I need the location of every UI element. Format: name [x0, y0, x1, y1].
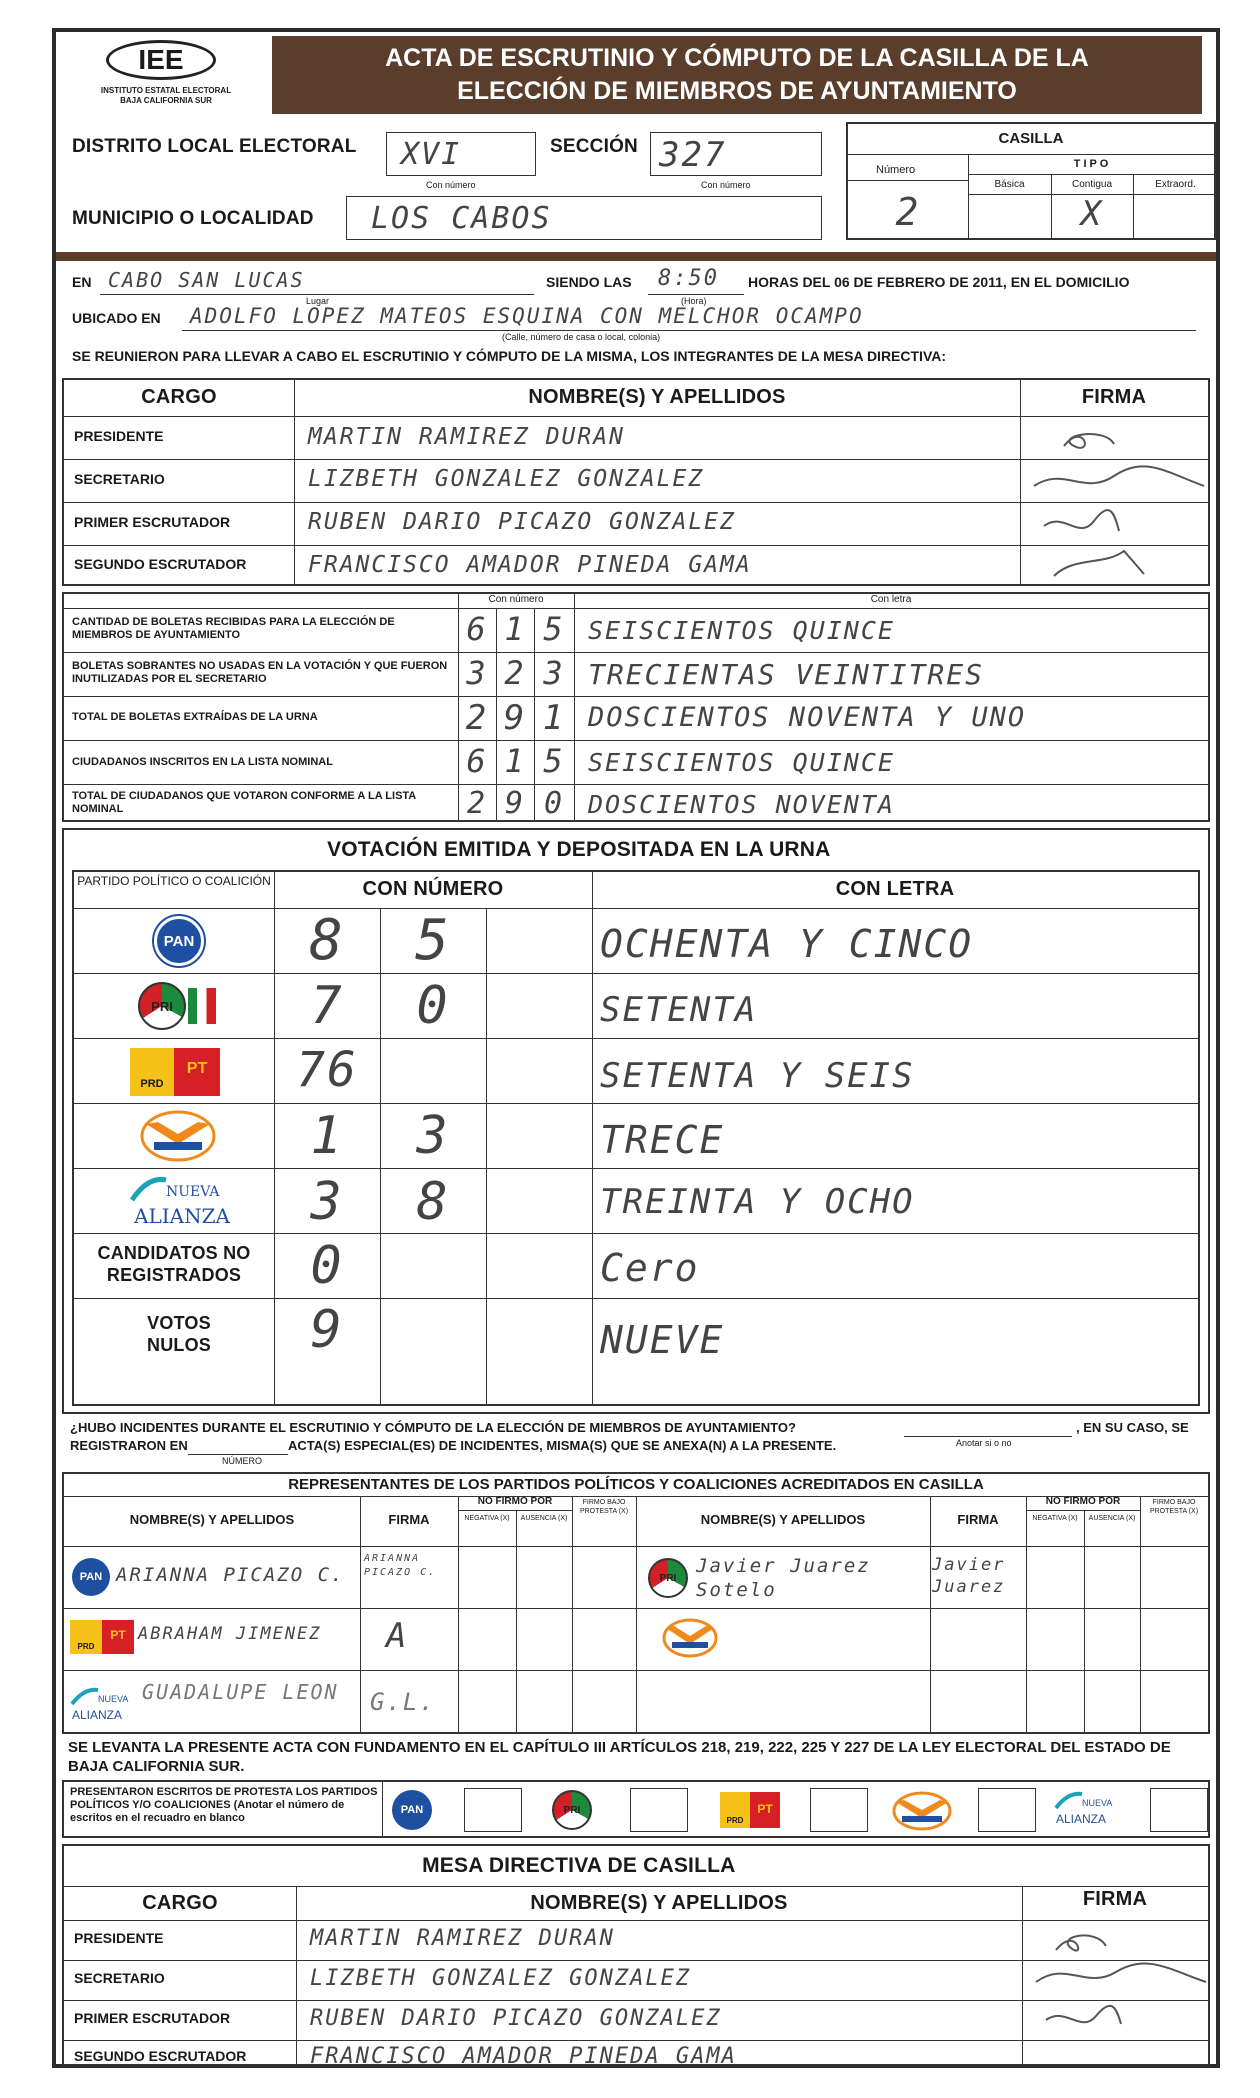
representantes-table: [62, 1472, 1210, 1734]
protesta-count-pri[interactable]: [630, 1788, 688, 1832]
logo-label: PT: [750, 1792, 780, 1828]
fundamento-text: SE LEVANTA LA PRESENTE ACTA CON FUNDAMENTO EN EL CAPÍTULO III ARTÍCULOS 218, 219, 222, 225 Y 227 DE LA LEY ELECTORAL DEL ESTADO DE BAJA CALIFORNIA SUR.: [68, 1739, 1171, 1775]
convergencia-logo: [892, 1790, 952, 1832]
signature-scribbles: [1024, 416, 1214, 588]
digit-cell: 3: [416, 1106, 450, 1166]
letra-cell: SEISCIENTOS QUINCE: [588, 616, 895, 645]
pri-logo: [552, 1790, 592, 1830]
numero-caption: NÚMERO: [222, 1456, 262, 1466]
incidentes-text: REGISTRARON EN: [70, 1438, 188, 1453]
con-numero-header: CON NÚMERO: [362, 878, 504, 900]
pan-logo: [154, 916, 204, 966]
siendo-label: SIENDO LAS: [546, 274, 632, 290]
logo-label: PAN: [163, 932, 195, 950]
mesa-directiva-table: [62, 378, 1210, 586]
reunieron-text: SE REUNIERON PARA LLEVAR A CABO EL ESCRUTINIO Y CÓMPUTO DE LA MISMA, LOS INTEGRANTES DE LA MESA DIRECTIVA:: [72, 348, 947, 364]
digit-cell: 1: [542, 698, 566, 738]
digit-cell: 3: [543, 654, 565, 692]
cargo-cell: PRIMER ESCRUTADOR: [74, 514, 231, 530]
no-firmo-header: NO FIRMO POR: [1045, 1496, 1121, 1507]
contigua-label: Contigua: [1071, 179, 1113, 190]
seccion-field[interactable]: [650, 132, 822, 176]
district-block: [56, 118, 846, 248]
seccion-label: SECCIÓN: [550, 136, 638, 157]
ausencia-header: AUSENCIA (X): [1088, 1515, 1136, 1522]
numero-label: Número: [876, 164, 916, 176]
municipio-label: MUNICIPIO O LOCALIDAD: [72, 208, 314, 229]
incidentes-question: ¿HUBO INCIDENTES DURANTE EL ESCRUTINIO Y CÓMPUTO DE LA ELECCIÓN DE MIEMBROS DE AYUNTAMIENTO?: [70, 1420, 796, 1435]
digit-cell: 0: [543, 786, 565, 821]
tipo-label: T I P O: [1073, 158, 1109, 170]
logo-label: PAN: [400, 1804, 424, 1816]
nombre-cell: MARTIN RAMIREZ DURAN: [308, 424, 625, 450]
lugar-caption: Lugar: [306, 296, 330, 306]
letra-cell: NUEVE: [600, 1318, 725, 1362]
casilla-block: [846, 122, 1216, 240]
digit-cell: 8: [416, 1172, 450, 1232]
firma-header: FIRMA: [1081, 386, 1147, 408]
cargo-cell: SECRETARIO: [74, 471, 165, 487]
boletas-label: TOTAL DE CIUDADANOS QUE VOTARON CONFORME A LA LISTA NOMINAL: [72, 790, 416, 815]
extraord-label: Extraord.: [1155, 179, 1196, 190]
logo-label: PRD: [70, 1620, 102, 1654]
negativa-header: NEGATIVA (X): [1032, 1515, 1078, 1522]
negativa-header: NEGATIVA (X): [464, 1515, 510, 1522]
nombre-cell: RUBEN DARIO PICAZO GONZALEZ: [308, 509, 736, 535]
cargo-cell: SEGUNDO ESCRUTADOR: [74, 2048, 247, 2064]
nueva-alianza-logo: [1054, 1790, 1134, 1830]
rep-firma: Javier Juarez: [932, 1555, 1006, 1597]
cargo-header: CARGO: [141, 386, 217, 408]
con-numero-caption: Con número: [701, 180, 751, 190]
convergencia-logo: [662, 1616, 718, 1660]
prd-pt-logo: [720, 1792, 780, 1828]
logo-label: PRD: [720, 1792, 750, 1828]
con-letra-header: CON LETRA: [835, 878, 955, 900]
digit-cell: 6: [466, 742, 488, 780]
logo-label: ALIANZA: [1056, 1812, 1107, 1826]
acta-document: [52, 28, 1220, 2068]
rep-firma: G.L.: [370, 1688, 436, 1716]
votacion-title: VOTACIÓN EMITIDA Y DEPOSITADA EN LA URNA: [327, 838, 831, 861]
incidentes-text: , EN SU CASO, SE: [1076, 1420, 1189, 1435]
logo-label: ALIANZA: [134, 1204, 230, 1228]
digit-cell: 6: [466, 610, 488, 648]
cargo-cell: PRIMER ESCRUTADOR: [74, 2010, 231, 2026]
nombre-header: NOMBRE(S) Y APELLIDOS: [530, 1892, 788, 1914]
logo-label: PRI: [659, 1572, 677, 1584]
representantes-title: REPRESENTANTES DE LOS PARTIDOS POLÍTICOS Y COALICIONES ACREDITADOS EN CASILLA: [288, 1476, 984, 1493]
calle-caption: (Calle, número de casa o local, colonia): [502, 332, 661, 342]
digit-cell: 2: [465, 698, 489, 738]
separator: [56, 252, 1216, 261]
incidentes-text: ACTA(S) ESPECIAL(ES) DE INCIDENTES, MISMA(S) QUE SE ANEXA(N) A LA PRESENTE.: [288, 1438, 837, 1453]
no-firmo-header: NO FIRMO POR: [477, 1496, 553, 1507]
votacion-section: [62, 828, 1210, 1414]
digit-cell: 7: [310, 976, 344, 1036]
con-numero-header: Con número: [488, 594, 544, 605]
basica-label: Básica: [994, 179, 1025, 190]
prd-pt-logo: [130, 1048, 220, 1096]
votos-nulos-label: VOTOS NULOS: [147, 1313, 211, 1355]
title-banner: [272, 36, 1202, 114]
digit-cell: 1: [504, 610, 526, 648]
rep-firma: A: [386, 1616, 409, 1656]
letra-cell: TREINTA Y OCHO: [600, 1182, 915, 1222]
letra-cell: DOSCIENTOS NOVENTA Y UNO: [588, 702, 1027, 733]
votacion-table: [72, 870, 1200, 1406]
nombre-header: NOMBRE(S) Y APELLIDOS: [528, 386, 786, 408]
distrito-value: XVI: [401, 137, 462, 172]
firma-header: FIRMA: [1082, 1888, 1148, 1910]
protesta-row: [62, 1780, 1210, 1838]
digit-cell: 2: [504, 654, 526, 692]
logo-label: PRI: [563, 1804, 581, 1816]
pri-logo: [138, 980, 218, 1032]
rep-nombre: GUADALUPE LEON: [142, 1680, 339, 1704]
logo-label: PT: [102, 1620, 134, 1654]
cargo-cell: PRESIDENTE: [74, 428, 164, 444]
seccion-value: 327: [659, 135, 727, 175]
logo-mark: IEE: [106, 40, 216, 80]
partido-header: PARTIDO POLÍTICO O COALICIÓN: [77, 874, 271, 888]
nombre-cell: FRANCISCO AMADOR PINEDA GAMA: [308, 552, 752, 578]
digit-cell: 8: [309, 908, 345, 973]
digit-cell: 5: [543, 610, 565, 648]
prd-pt-logo: [70, 1620, 134, 1654]
title-line-1: ACTA DE ESCRUTINIO Y CÓMPUTO DE LA CASILLA DE LA: [385, 44, 1089, 72]
firma-header: FIRMA: [388, 1512, 430, 1527]
mesa-directiva-final-table: [62, 1844, 1210, 2069]
cargo-cell: SEGUNDO ESCRUTADOR: [74, 556, 247, 572]
municipio-field[interactable]: [346, 196, 822, 240]
title-line-2: ELECCIÓN DE MIEMBROS DE AYUNTAMIENTO: [457, 77, 1017, 105]
firma-header: FIRMA: [957, 1512, 999, 1527]
ubicado-value: ADOLFO LOPEZ MATEOS ESQUINA CON MELCHOR OCAMPO: [190, 304, 864, 328]
bajo-protesta-header: FIRMO BAJO PROTESTA (X): [579, 1499, 629, 1515]
letra-cell: TRECIENTAS VEINTITRES: [588, 658, 985, 691]
fecha-text: HORAS DEL 06 DE FEBRERO DE 2011, EN EL DOMICILIO: [748, 274, 1130, 290]
rep-nombre: Javier Juarez Sotelo: [696, 1555, 871, 1601]
boletas-label: TOTAL DE BOLETAS EXTRAÍDAS DE LA URNA: [72, 711, 318, 723]
protesta-count-prd-pt[interactable]: [810, 1788, 868, 1832]
location-block: [56, 264, 1216, 374]
municipio-value: LOS CABOS: [371, 201, 552, 236]
digit-cell: 3: [466, 654, 488, 692]
protesta-count-convergencia[interactable]: [978, 1788, 1036, 1832]
cargo-cell: PRESIDENTE: [74, 1930, 164, 1946]
letra-cell: Cero: [600, 1246, 700, 1290]
hora-value: 8:50: [658, 266, 719, 291]
boletas-label: CANTIDAD DE BOLETAS RECIBIDAS PARA LA ELECCIÓN DE MIEMBROS DE AYUNTAMIENTO: [72, 616, 395, 641]
en-value: CABO SAN LUCAS: [108, 268, 305, 292]
rep-nombre: ABRAHAM JIMENEZ: [138, 1624, 322, 1644]
con-numero-caption: Con número: [426, 180, 476, 190]
casilla-title: CASILLA: [998, 130, 1064, 147]
protesta-count-pan[interactable]: [464, 1788, 522, 1832]
digit-cell: 9: [503, 698, 527, 738]
nombre-header: NOMBRE(S) Y APELLIDOS: [700, 1512, 866, 1527]
ausencia-header: AUSENCIA (X): [520, 1515, 568, 1522]
hora-caption: (Hora): [681, 296, 707, 306]
nombre-cell: LIZBETH GONZALEZ GONZALEZ: [310, 1966, 692, 1991]
logo-label: NUEVA: [98, 1694, 129, 1704]
en-label: EN: [72, 274, 92, 290]
digit-cell: 0: [416, 976, 450, 1036]
boletas-table: [62, 592, 1210, 822]
letra-cell: SETENTA Y SEIS: [600, 1056, 915, 1096]
digit-cell: 5: [543, 742, 565, 780]
pan-logo: [72, 1558, 110, 1596]
mesa-title: MESA DIRECTIVA DE CASILLA: [422, 1854, 736, 1877]
nombre-header: NOMBRE(S) Y APELLIDOS: [129, 1512, 295, 1527]
casilla-numero-value: 2: [895, 190, 921, 234]
pri-logo: [648, 1558, 688, 1598]
candidatos-no-registrados-label: CANDIDATOS NO REGISTRADOS: [97, 1243, 251, 1285]
digit-cell: 1: [310, 1106, 344, 1166]
signature-scribbles: [1026, 1920, 1216, 2068]
logo-caption: INSTITUTO ESTATAL ELECTORAL: [100, 86, 232, 95]
logo-label: ALIANZA: [72, 1708, 123, 1722]
nombre-cell: LIZBETH GONZALEZ GONZALEZ: [308, 466, 705, 492]
distrito-label: DISTRITO LOCAL ELECTORAL: [72, 136, 357, 157]
nombre-cell: FRANCISCO AMADOR PINEDA GAMA: [310, 2044, 737, 2069]
iee-logo: [96, 38, 236, 110]
rep-firma: ARIANNA PICAZO C.: [364, 1553, 437, 1578]
logo-label: PAN: [79, 1571, 103, 1583]
anotar-caption: Anotar si o no: [956, 1438, 1012, 1448]
bajo-protesta-header: FIRMO BAJO PROTESTA (X): [1149, 1499, 1199, 1515]
nombre-cell: MARTIN RAMIREZ DURAN: [310, 1926, 615, 1951]
cargo-header: CARGO: [142, 1892, 218, 1914]
logo-label: NUEVA: [1082, 1798, 1113, 1808]
protesta-text: PRESENTARON ESCRITOS DE PROTESTA LOS PARTIDOS POLÍTICOS Y/O COALICIONES (Anotar el número de escritos en el recuadro en blanco: [70, 1786, 378, 1824]
boletas-label: CIUDADANOS INSCRITOS EN LA LISTA NOMINAL: [72, 756, 333, 768]
distrito-field[interactable]: [386, 132, 536, 176]
letra-cell: OCHENTA Y CINCO: [600, 922, 974, 966]
digit-cell: 2: [466, 786, 488, 821]
digit-cell: 1: [504, 742, 526, 780]
nombre-cell: RUBEN DARIO PICAZO GONZALEZ: [310, 2006, 722, 2031]
nueva-alianza-logo: [70, 1686, 134, 1726]
logo-label: PRI: [151, 998, 173, 1014]
convergencia-logo: [140, 1110, 216, 1162]
letra-cell: SETENTA: [600, 990, 758, 1030]
rep-nombre: ARIANNA PICAZO C.: [116, 1564, 345, 1586]
nueva-alianza-logo: [128, 1174, 238, 1230]
logo-label: PRD: [130, 1048, 174, 1096]
digit-cell: 76: [296, 1042, 358, 1098]
ubicado-label: UBICADO EN: [72, 310, 161, 326]
incidentes-block: [56, 1418, 1216, 1470]
con-letra-header: Con letra: [870, 594, 912, 605]
digit-cell: 5: [415, 908, 451, 973]
pan-logo: [392, 1790, 432, 1830]
digit-cell: 3: [310, 1172, 344, 1232]
logo-label: PT: [174, 1048, 220, 1096]
logo-label: NUEVA: [166, 1184, 220, 1200]
contigua-mark[interactable]: X: [1080, 194, 1104, 234]
letra-cell: DOSCIENTOS NOVENTA: [588, 790, 895, 819]
cargo-cell: SECRETARIO: [74, 1970, 165, 1986]
letra-cell: SEISCIENTOS QUINCE: [588, 748, 895, 777]
boletas-label: BOLETAS SOBRANTES NO USADAS EN LA VOTACIÓN Y QUE FUERON INUTILIZADAS POR EL SECRETARIO: [72, 660, 448, 685]
logo-caption: BAJA CALIFORNIA SUR: [120, 96, 212, 105]
digit-cell: 9: [310, 1300, 344, 1360]
digit-cell: 9: [504, 786, 526, 821]
digit-cell: 0: [310, 1236, 344, 1296]
protesta-count-nueva-alianza[interactable]: [1150, 1788, 1208, 1832]
letra-cell: TRECE: [600, 1118, 725, 1162]
